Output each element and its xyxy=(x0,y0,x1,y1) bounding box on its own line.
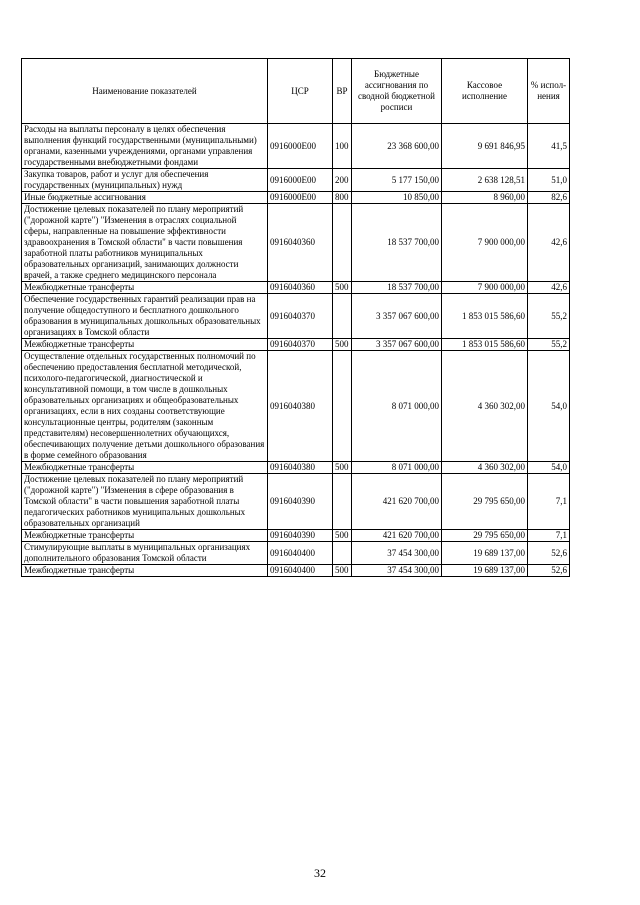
row-execution: 19 689 137,00 xyxy=(442,542,528,565)
row-percent: 7,1 xyxy=(528,530,570,542)
row-execution: 4 360 302,00 xyxy=(442,351,528,462)
table-row xyxy=(22,192,570,204)
row-execution: 1 853 015 586,60 xyxy=(442,294,528,339)
row-vr xyxy=(333,351,352,462)
row-budget: 421 620 700,00 xyxy=(352,530,442,542)
row-percent: 41,5 xyxy=(528,124,570,169)
row-execution: 2 638 128,51 xyxy=(442,169,528,192)
row-budget: 8 071 000,00 xyxy=(352,351,442,462)
row-execution: 8 960,00 xyxy=(442,192,528,204)
table-row xyxy=(22,462,570,474)
row-percent: 52,6 xyxy=(528,542,570,565)
row-percent: 42,6 xyxy=(528,282,570,294)
row-budget: 5 177 150,00 xyxy=(352,169,442,192)
table-row xyxy=(22,530,570,542)
row-vr: 100 xyxy=(333,124,352,169)
header-percent: % испол-нения xyxy=(528,59,570,124)
row-execution: 1 853 015 586,60 xyxy=(442,339,528,351)
row-execution: 19 689 137,00 xyxy=(442,565,528,577)
table-row xyxy=(22,351,570,462)
row-csr: 0916000Е00 xyxy=(268,169,333,192)
table-header-row xyxy=(22,59,570,124)
row-vr: 500 xyxy=(333,339,352,351)
row-csr: 0916040370 xyxy=(268,294,333,339)
header-vr: ВР xyxy=(333,59,352,124)
table-row xyxy=(22,565,570,577)
row-budget: 18 537 700,00 xyxy=(352,204,442,282)
row-vr: 500 xyxy=(333,530,352,542)
row-budget: 421 620 700,00 xyxy=(352,474,442,530)
row-vr xyxy=(333,294,352,339)
row-csr: 0916040390 xyxy=(268,474,333,530)
row-budget: 10 850,00 xyxy=(352,192,442,204)
header-csr: ЦСР xyxy=(268,59,333,124)
row-execution: 4 360 302,00 xyxy=(442,462,528,474)
row-name: Межбюджетные трансферты xyxy=(22,339,268,351)
row-csr: 0916040360 xyxy=(268,204,333,282)
row-name: Межбюджетные трансферты xyxy=(22,462,268,474)
table-row xyxy=(22,204,570,282)
row-name: Межбюджетные трансферты xyxy=(22,530,268,542)
row-name: Достижение целевых показателей по плану мероприятий ("дорожной карте") "Изменения в сфере образования в Томской области" в части повышения заработной платы педагогических работников муниципальных дошкольных образовательных организаций xyxy=(22,474,268,530)
row-percent: 7,1 xyxy=(528,474,570,530)
page-number: 32 xyxy=(314,866,326,880)
row-csr: 0916040400 xyxy=(268,542,333,565)
row-csr: 0916040360 xyxy=(268,282,333,294)
row-budget: 37 454 300,00 xyxy=(352,565,442,577)
row-execution: 29 795 650,00 xyxy=(442,474,528,530)
row-csr: 0916040380 xyxy=(268,462,333,474)
row-budget: 3 357 067 600,00 xyxy=(352,294,442,339)
row-name: Осуществление отдельных государственных полномочий по обеспечению предоставления бесплатной методической, психолого-педагогической, диагностической и консультативной помощи, в том числе в дошкольных образовательных организациях и общеобразовательных организациях, если в них созданы соответствующие консультационные центры, родителям (законным представителям) несовершеннолетних обучающихся, обеспечивающих получение детьми дошкольного образования в форме семейного образования xyxy=(22,351,268,462)
row-vr: 500 xyxy=(333,462,352,474)
row-vr: 500 xyxy=(333,565,352,577)
row-name: Межбюджетные трансферты xyxy=(22,282,268,294)
row-percent: 51,0 xyxy=(528,169,570,192)
row-budget: 8 071 000,00 xyxy=(352,462,442,474)
row-vr: 500 xyxy=(333,282,352,294)
row-vr xyxy=(333,474,352,530)
header-name: Наименование показателей xyxy=(22,59,268,124)
row-name: Достижение целевых показателей по плану мероприятий ("дорожной карте") "Изменения в отраслях социальной сферы, направленные на повышение эффективности здравоохранения в Томской области" в части повышения заработной платы работников муниципальных образовательных организаций, занимающих должности врачей, а также среднего медицинского персонала xyxy=(22,204,268,282)
row-vr xyxy=(333,542,352,565)
row-vr: 800 xyxy=(333,192,352,204)
row-name: Иные бюджетные ассигнования xyxy=(22,192,268,204)
table-row xyxy=(22,339,570,351)
row-execution: 7 900 000,00 xyxy=(442,204,528,282)
row-percent: 52,6 xyxy=(528,565,570,577)
row-percent: 55,2 xyxy=(528,339,570,351)
row-csr: 0916000Е00 xyxy=(268,124,333,169)
budget-execution-table xyxy=(21,58,570,577)
table-row xyxy=(22,282,570,294)
row-percent: 82,6 xyxy=(528,192,570,204)
row-name: Закупка товаров, работ и услуг для обеспечения государственных (муниципальных) нужд xyxy=(22,169,268,192)
row-execution: 29 795 650,00 xyxy=(442,530,528,542)
row-execution: 7 900 000,00 xyxy=(442,282,528,294)
table-row xyxy=(22,542,570,565)
row-csr: 0916040380 xyxy=(268,351,333,462)
row-csr: 0916040390 xyxy=(268,530,333,542)
header-execution: Кассовое исполнение xyxy=(442,59,528,124)
row-percent: 54,0 xyxy=(528,351,570,462)
table-row xyxy=(22,474,570,530)
row-csr: 0916040370 xyxy=(268,339,333,351)
row-name: Расходы на выплаты персоналу в целях обеспечения выполнения функций государственными (муниципальными) органами, казенными учреждениями, органами управления государственными внебюджетными фондами xyxy=(22,124,268,169)
row-name: Межбюджетные трансферты xyxy=(22,565,268,577)
row-budget: 3 357 067 600,00 xyxy=(352,339,442,351)
row-vr: 200 xyxy=(333,169,352,192)
row-budget: 37 454 300,00 xyxy=(352,542,442,565)
row-budget: 18 537 700,00 xyxy=(352,282,442,294)
table-row xyxy=(22,124,570,169)
table-row xyxy=(22,294,570,339)
row-name: Обеспечение государственных гарантий реализации прав на получение общедоступного и бесплатного дошкольного образования в муниципальных дошкольных образовательных организациях в Томской области xyxy=(22,294,268,339)
row-vr xyxy=(333,204,352,282)
row-percent: 42,6 xyxy=(528,204,570,282)
row-execution: 9 691 846,95 xyxy=(442,124,528,169)
row-name: Стимулирующие выплаты в муниципальных организациях дополнительного образования Томской области xyxy=(22,542,268,565)
row-csr: 0916000Е00 xyxy=(268,192,333,204)
header-budget: Бюджетные ассигнования по сводной бюджетной росписи xyxy=(352,59,442,124)
row-csr: 0916040400 xyxy=(268,565,333,577)
row-percent: 54,0 xyxy=(528,462,570,474)
row-budget: 23 368 600,00 xyxy=(352,124,442,169)
table-row xyxy=(22,169,570,192)
row-percent: 55,2 xyxy=(528,294,570,339)
